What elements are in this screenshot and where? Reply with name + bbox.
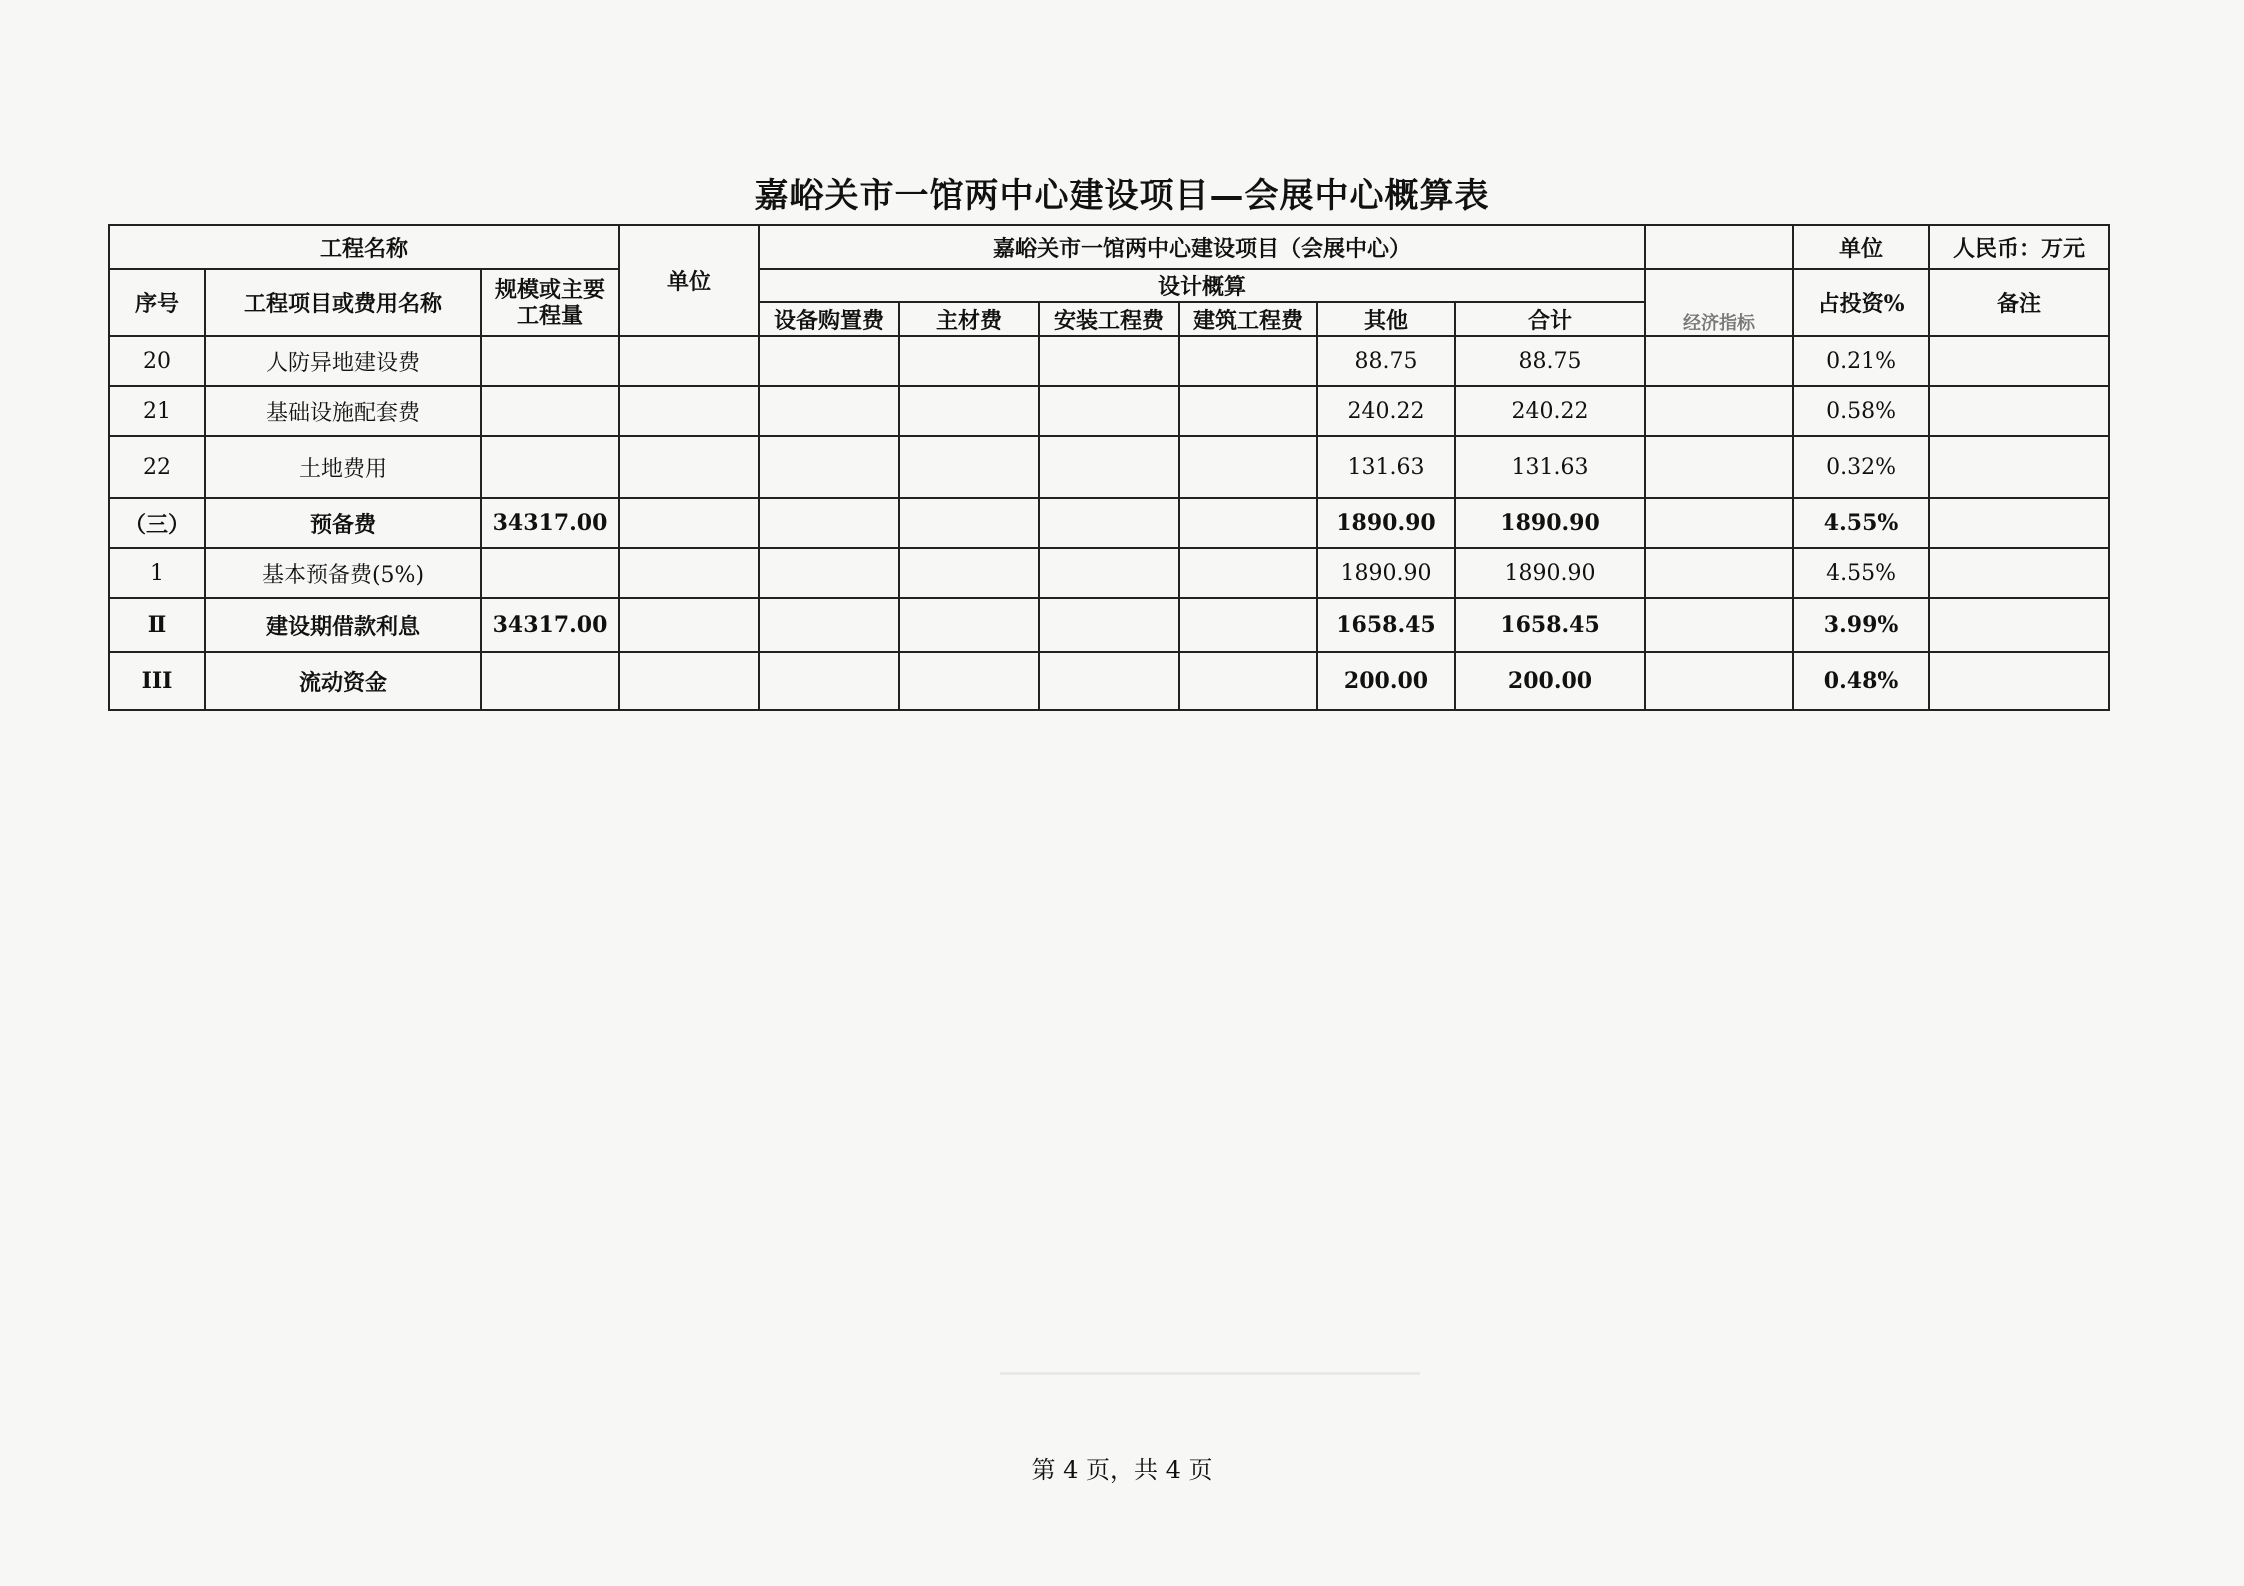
row-total: 1658.45	[1455, 598, 1645, 652]
row-econ-indicator	[1645, 336, 1793, 386]
row-scale	[481, 652, 619, 710]
faint-bleed-through	[1000, 1372, 1420, 1375]
row-construction	[1179, 498, 1317, 548]
table-row	[109, 336, 2109, 386]
row-installation	[1039, 652, 1179, 710]
row-econ-indicator	[1645, 652, 1793, 710]
scale-header: 规模或主要工程量	[481, 269, 619, 336]
design-estimate-header: 设计概算	[759, 269, 1645, 302]
row-name: 预备费	[205, 498, 481, 548]
row-invest-pct: 4.55%	[1793, 498, 1929, 548]
row-remarks	[1929, 598, 2109, 652]
row-total: 1890.90	[1455, 548, 1645, 598]
seq-header: 序号	[109, 269, 205, 336]
row-remarks	[1929, 498, 2109, 548]
row-unit	[619, 498, 759, 548]
row-equipment	[759, 498, 899, 548]
row-construction	[1179, 598, 1317, 652]
row-scale: 34317.00	[481, 498, 619, 548]
row-econ-indicator	[1645, 598, 1793, 652]
table-row	[109, 436, 2109, 498]
row-main-material	[899, 548, 1039, 598]
row-construction	[1179, 548, 1317, 598]
row-seq: Ⅱ	[109, 598, 205, 652]
row-construction	[1179, 336, 1317, 386]
row-remarks	[1929, 386, 2109, 436]
row-seq: 1	[109, 548, 205, 598]
row-scale	[481, 436, 619, 498]
total-header: 合计	[1455, 302, 1645, 336]
row-econ-indicator	[1645, 436, 1793, 498]
row-installation	[1039, 336, 1179, 386]
header-row-2	[109, 269, 2109, 302]
row-econ-indicator	[1645, 386, 1793, 436]
header-row-1	[109, 225, 2109, 269]
row-construction	[1179, 386, 1317, 436]
row-remarks	[1929, 548, 2109, 598]
row-unit	[619, 436, 759, 498]
row-construction	[1179, 436, 1317, 498]
construction-header: 建筑工程费	[1179, 302, 1317, 336]
row-installation	[1039, 386, 1179, 436]
row-construction	[1179, 652, 1317, 710]
row-scale	[481, 548, 619, 598]
row-total: 240.22	[1455, 386, 1645, 436]
row-scale: 34317.00	[481, 598, 619, 652]
row-seq: 20	[109, 336, 205, 386]
row-other: 200.00	[1317, 652, 1455, 710]
table-row	[109, 652, 2109, 710]
row-scale	[481, 386, 619, 436]
row-other: 1658.45	[1317, 598, 1455, 652]
estimate-table	[108, 224, 2110, 711]
row-name: 流动资金	[205, 652, 481, 710]
row-invest-pct: 4.55%	[1793, 548, 1929, 598]
row-unit	[619, 652, 759, 710]
row-name: 人防异地建设费	[205, 336, 481, 386]
main-material-header: 主材费	[899, 302, 1039, 336]
row-seq: 22	[109, 436, 205, 498]
row-total: 88.75	[1455, 336, 1645, 386]
row-total: 131.63	[1455, 436, 1645, 498]
row-name: 建设期借款利息	[205, 598, 481, 652]
row-equipment	[759, 436, 899, 498]
row-equipment	[759, 336, 899, 386]
row-main-material	[899, 652, 1039, 710]
installation-header: 安装工程费	[1039, 302, 1179, 336]
project-name: 嘉峪关市一馆两中心建设项目（会展中心）	[759, 225, 1645, 269]
row-main-material	[899, 386, 1039, 436]
row-equipment	[759, 386, 899, 436]
other-header: 其他	[1317, 302, 1455, 336]
page-number: 第 4 页，共 4 页	[1031, 1456, 1213, 1484]
row-invest-pct: 0.32%	[1793, 436, 1929, 498]
row-installation	[1039, 436, 1179, 498]
econ-indicator-top	[1645, 225, 1793, 269]
table-body	[109, 336, 2109, 710]
remarks-header: 备注	[1929, 269, 2109, 336]
row-main-material	[899, 598, 1039, 652]
row-unit	[619, 548, 759, 598]
row-total: 200.00	[1455, 652, 1645, 710]
project-label: 工程名称	[109, 225, 619, 269]
row-other: 131.63	[1317, 436, 1455, 498]
row-invest-pct: 0.21%	[1793, 336, 1929, 386]
table-row	[109, 386, 2109, 436]
row-other: 1890.90	[1317, 498, 1455, 548]
currency-label: 人民币：万元	[1929, 225, 2109, 269]
row-remarks	[1929, 652, 2109, 710]
row-installation	[1039, 548, 1179, 598]
row-remarks	[1929, 336, 2109, 386]
row-equipment	[759, 652, 899, 710]
row-econ-indicator	[1645, 498, 1793, 548]
row-unit	[619, 598, 759, 652]
table-row	[109, 548, 2109, 598]
row-invest-pct: 0.58%	[1793, 386, 1929, 436]
table-row	[109, 598, 2109, 652]
page-title: 嘉峪关市一馆两中心建设项目—会展中心概算表	[754, 176, 1490, 216]
row-unit	[619, 336, 759, 386]
item-name-header: 工程项目或费用名称	[205, 269, 481, 336]
row-main-material	[899, 336, 1039, 386]
row-invest-pct: 3.99%	[1793, 598, 1929, 652]
row-unit	[619, 386, 759, 436]
econ-indicator-header: 经济指标	[1645, 269, 1793, 336]
row-total: 1890.90	[1455, 498, 1645, 548]
invest-pct-header: 占投资%	[1793, 269, 1929, 336]
table-row	[109, 498, 2109, 548]
row-equipment	[759, 548, 899, 598]
unit-header: 单位	[619, 225, 759, 336]
equipment-header: 设备购置费	[759, 302, 899, 336]
row-other: 88.75	[1317, 336, 1455, 386]
row-installation	[1039, 598, 1179, 652]
row-equipment	[759, 598, 899, 652]
row-remarks	[1929, 436, 2109, 498]
row-invest-pct: 0.48%	[1793, 652, 1929, 710]
row-name: 基础设施配套费	[205, 386, 481, 436]
unit-label-header: 单位	[1793, 225, 1929, 269]
row-name: 土地费用	[205, 436, 481, 498]
row-other: 1890.90	[1317, 548, 1455, 598]
row-other: 240.22	[1317, 386, 1455, 436]
row-name: 基本预备费(5%)	[205, 548, 481, 598]
row-scale	[481, 336, 619, 386]
row-seq: 21	[109, 386, 205, 436]
row-main-material	[899, 498, 1039, 548]
row-main-material	[899, 436, 1039, 498]
row-seq: （三）	[109, 498, 205, 548]
row-econ-indicator	[1645, 548, 1793, 598]
row-seq: III	[109, 652, 205, 710]
row-installation	[1039, 498, 1179, 548]
